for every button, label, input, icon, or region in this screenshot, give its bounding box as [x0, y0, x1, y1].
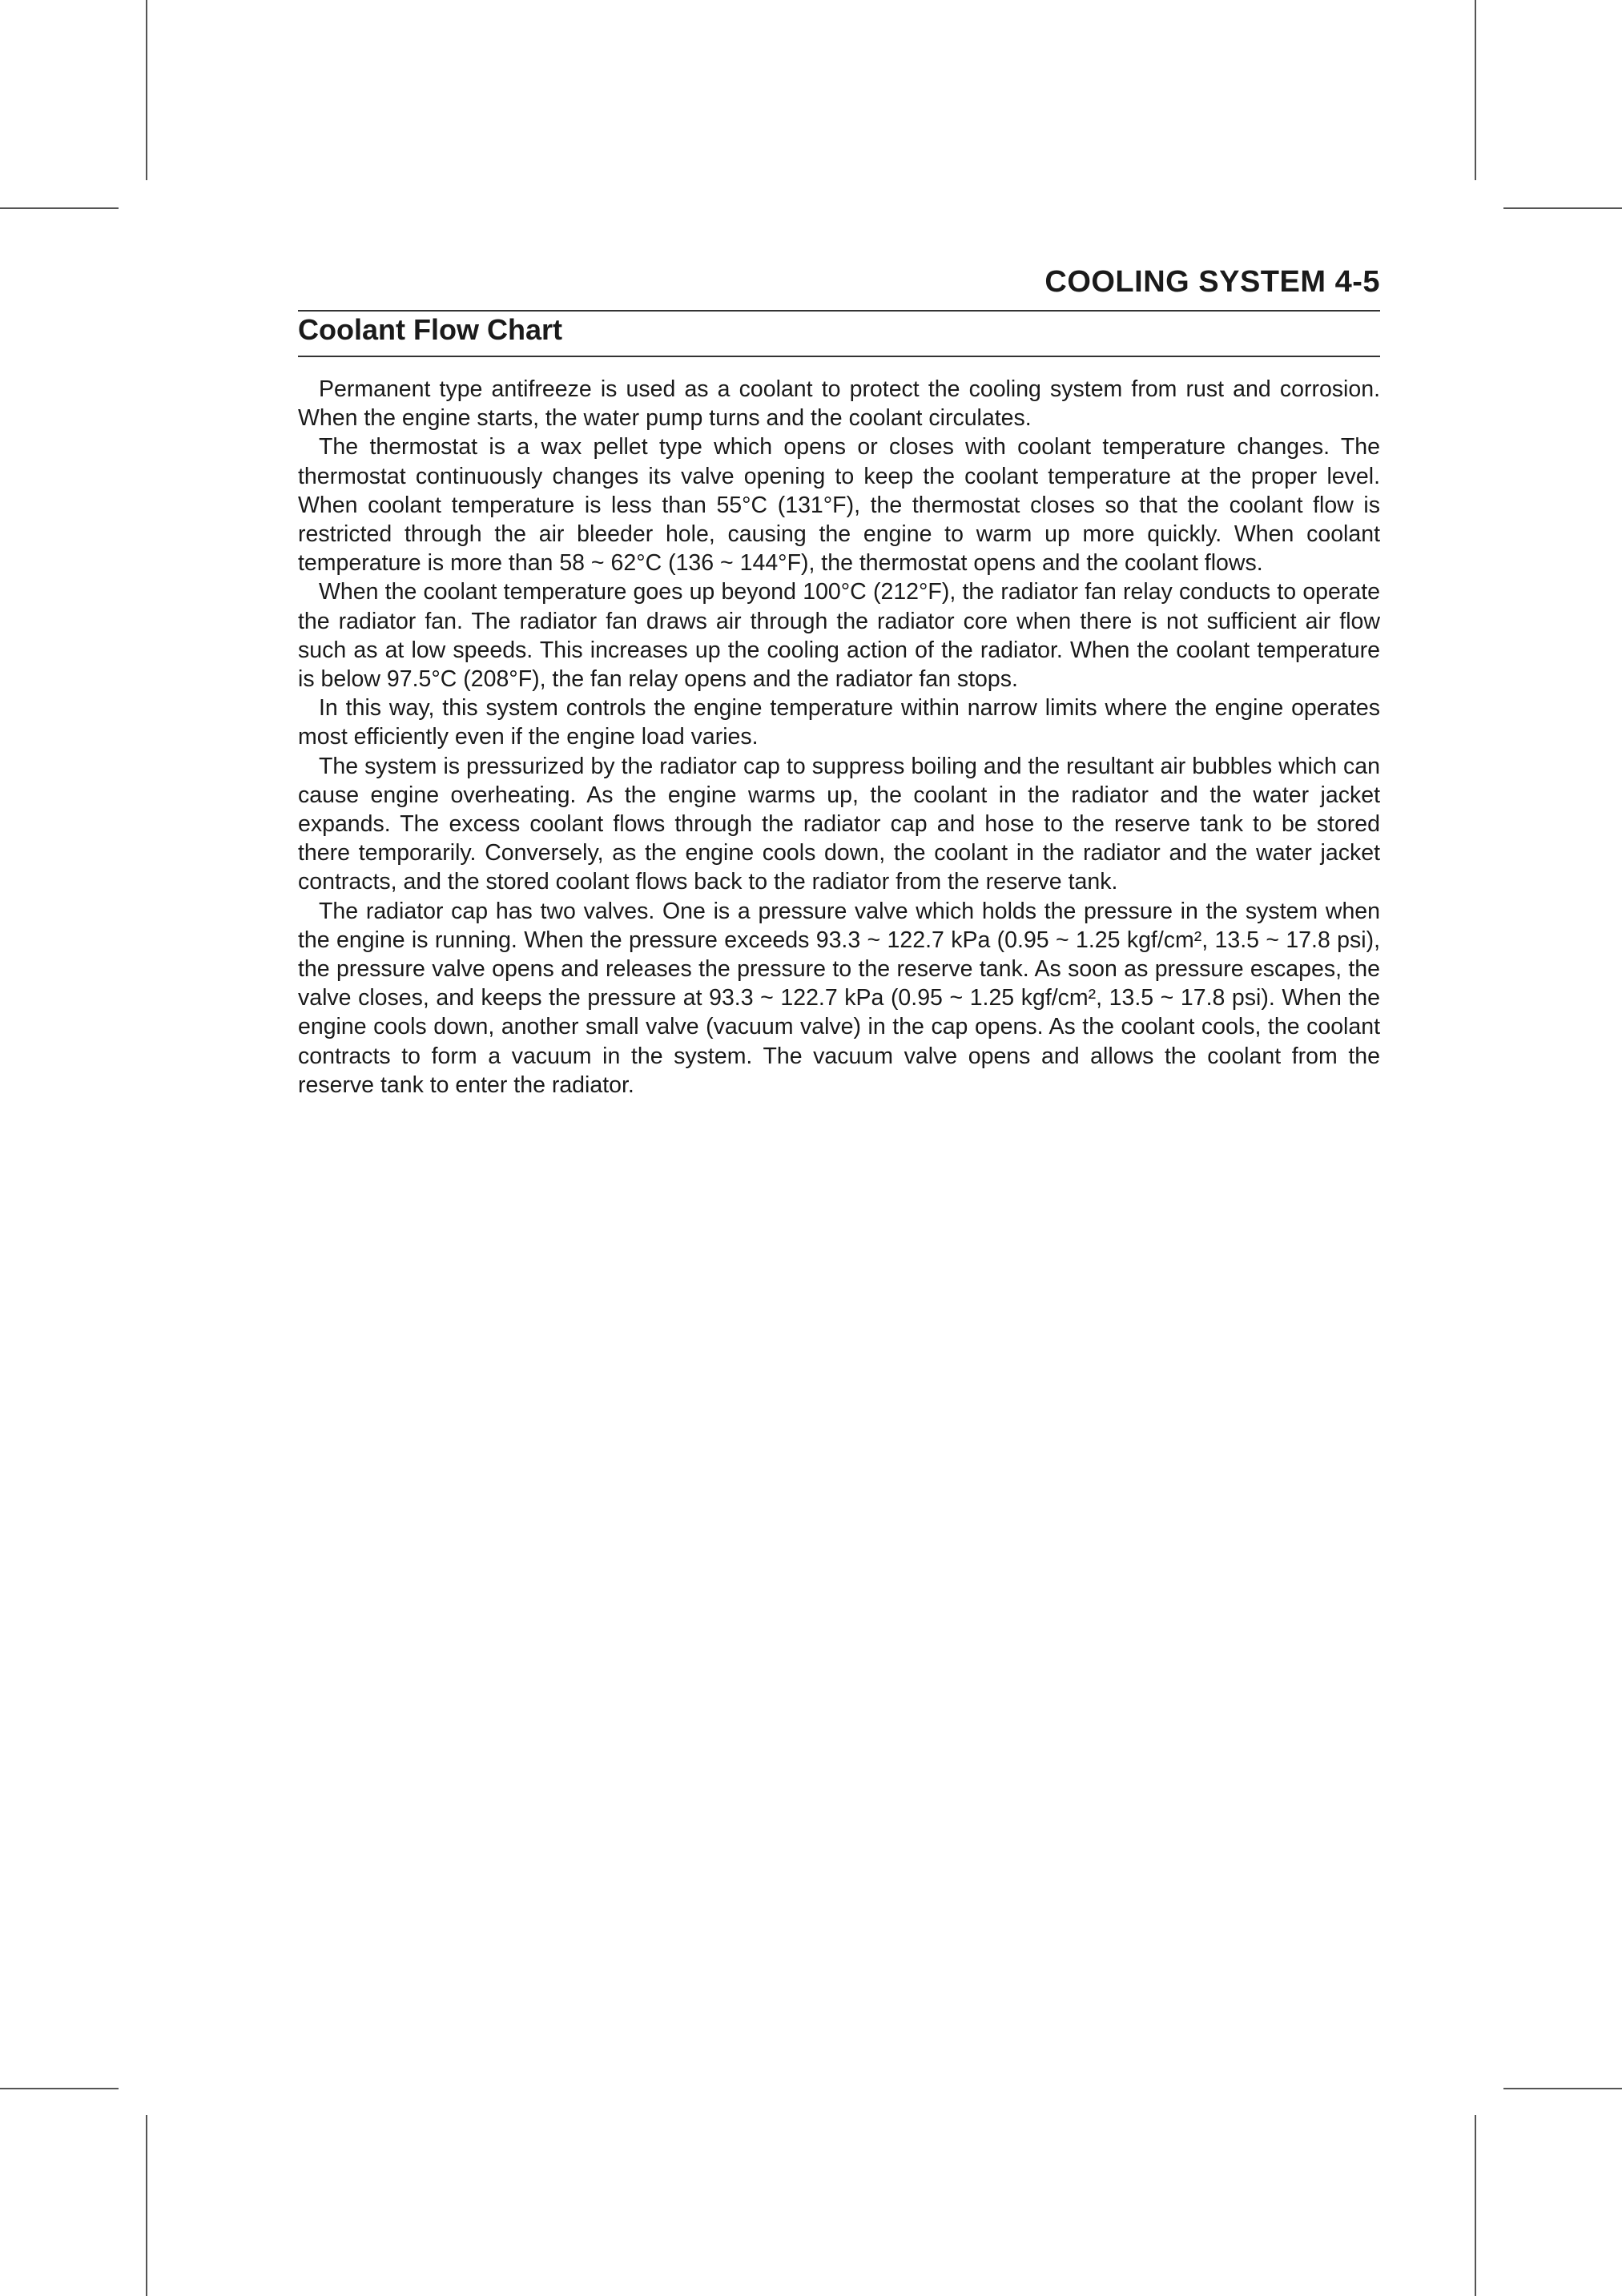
crop-mark-bottom-left-vertical — [146, 2115, 147, 2296]
paragraph-antifreeze: Permanent type antifreeze is used as a coolant to protect the cooling system from rust and corrosion. When the engine starts, the water pump turns and the coolant circulates. — [298, 376, 1380, 432]
crop-mark-top-right-horizontal — [1503, 207, 1622, 209]
section-title: Coolant Flow Chart — [298, 313, 562, 346]
running-header: COOLING SYSTEM 4-5 — [1044, 265, 1380, 299]
paragraph-radiator-fan: When the coolant temperature goes up beyond 100°C (212°F), the radiator fan relay conducts to operate the radiator fan. The radiator fan draws air through the radiator core when there is not sufficient air flow such as at low speeds. This increases up the cooling action of the radiator. When the coolant temperature is below 97.5°C (208°F), the fan relay opens and the radiator fan stops. — [298, 579, 1380, 693]
crop-mark-bottom-right-vertical — [1475, 2115, 1476, 2296]
crop-mark-top-right-vertical — [1475, 0, 1476, 180]
crop-mark-bottom-right-horizontal — [1503, 2088, 1622, 2089]
paragraph-thermostat: The thermostat is a wax pellet type which opens or closes with coolant temperature changes. The thermostat continuously changes its valve opening to keep the coolant temperature at the proper level. When coolant temperature is less than 55°C (131°F), the thermostat closes so that the coolant flow is restricted through the air bleeder hole, causing the engine to warm up more quickly. When coolant temperature is more than 58 ~ 62°C (136 ~ 144°F), the thermostat opens and the coolant flows. — [298, 434, 1380, 577]
paragraph-radiator-cap: The radiator cap has two valves. One is a pressure valve which holds the pressure in the system when the engine is running. When the pressure exceeds 93.3 ~ 122.7 kPa (0.95 ~ 1.25 kgf/cm², 13.5 ~ 17.8 psi), the pressure valve opens and releases the pressure to the reserve tank. As soon as pressure escapes, the valve closes, and keeps the pressure at 93.3 ~ 122.7 kPa (0.95 ~ 1.25 kgf/cm², 13.5 ~ 17.8 psi). When the engine cools down, another small valve (vacuum valve) in the cap opens. As the coolant cools, the coolant contracts to form a vacuum in the system. The vacuum valve opens and allows the coolant from the reserve tank to enter the radiator. — [298, 898, 1380, 1098]
paragraph-temperature-control: In this way, this system controls the engine temperature within narrow limits where the engine operates most efficiently even if the engine load varies. — [298, 695, 1380, 750]
crop-mark-bottom-left-horizontal — [0, 2088, 119, 2089]
paragraph-pressurized-system: The system is pressurized by the radiator cap to suppress boiling and the resultant air bubbles which can cause engine overheating. As the engine warms up, the coolant in the radiator and the water jacket expands. The excess coolant flows through the radiator cap and hose to the reserve tank to be stored there temporarily. Conversely, as the engine cools down, the coolant in the radiator and the water jacket contracts, and the stored coolant flows back to the radiator from the reserve tank. — [298, 753, 1380, 895]
crop-mark-top-left-horizontal — [0, 207, 119, 209]
section-rule — [298, 356, 1380, 357]
crop-mark-top-left-vertical — [146, 0, 147, 180]
header-rule — [298, 310, 1380, 312]
body-text — [298, 375, 1380, 1100]
